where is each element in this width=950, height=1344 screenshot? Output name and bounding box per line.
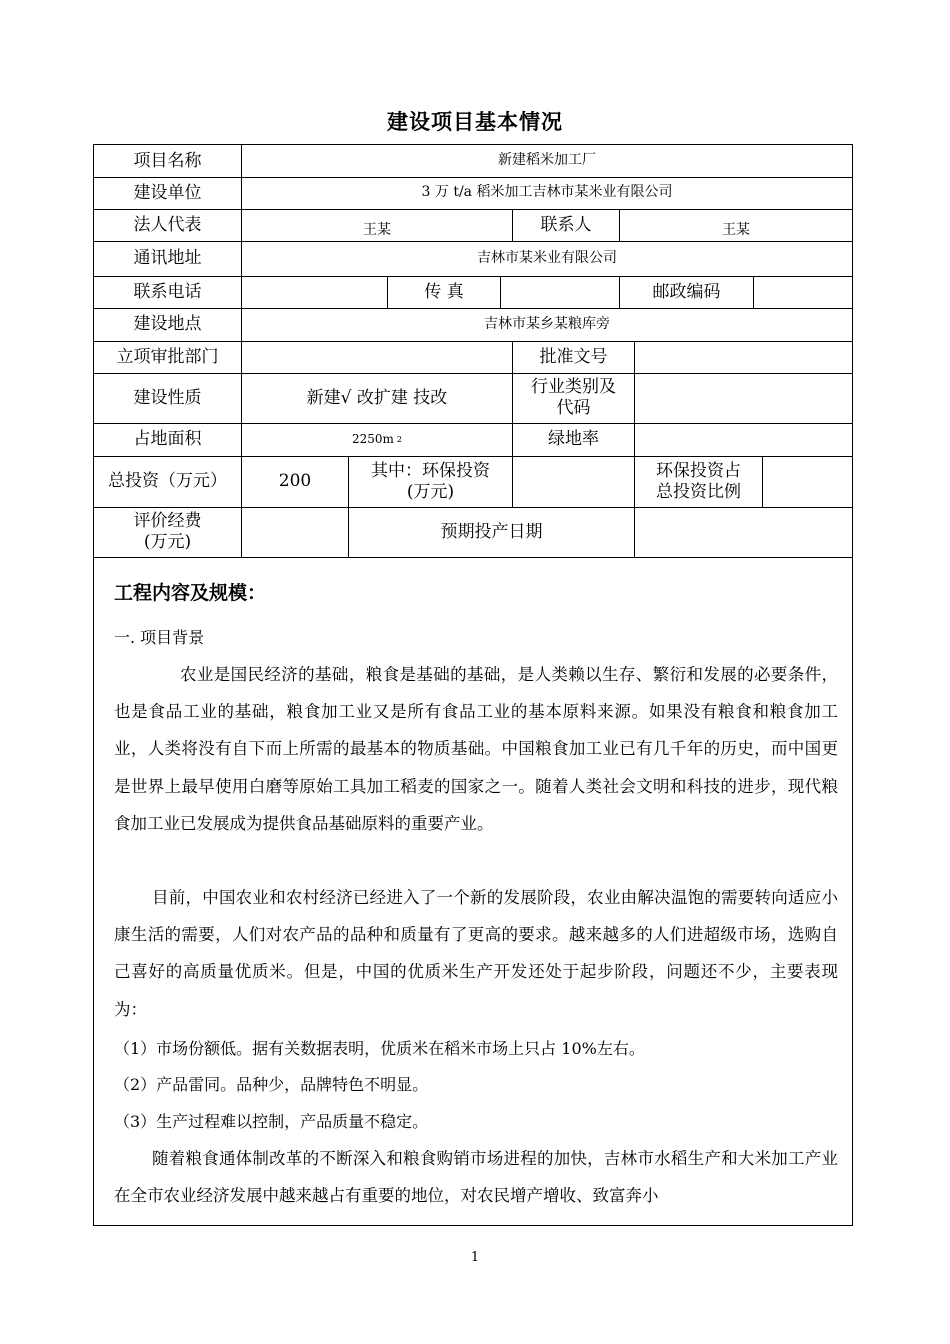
list-item: （3）生产过程难以控制，产品质量不稳定。 <box>114 1112 429 1131</box>
construction-unit-value: 3 万 t/a 稻米加工吉林市某米业有限公司 <box>421 184 673 201</box>
site-value: 吉林市某乡某粮库旁 <box>484 315 610 332</box>
list-item: （1）市场份额低。据有关数据表明，优质米在稻米市场上只占 10%左右。 <box>114 1039 645 1058</box>
address-value: 吉林市某米业有限公司 <box>477 249 617 266</box>
construction-nature-value: 新建√ 改扩建 技改 <box>306 387 448 408</box>
project-name-value: 新建稻米加工厂 <box>498 152 596 169</box>
postcode-label: 邮政编码 <box>652 281 721 302</box>
paragraph-3: 随着粮食通体制改革的不断深入和粮食购销市场进程的加快，吉林市水稻生产和大米加工产业在全市农业经济发展中越来越占有重要的地位，对农民增产增收、致富奔小 <box>114 1149 838 1206</box>
project-name-label: 项目名称 <box>133 150 202 171</box>
construction-nature-label: 建设性质 <box>133 387 202 408</box>
total-investment-value: 200 <box>278 471 312 492</box>
contact-person-value: 王某 <box>722 222 750 239</box>
env-investment-ratio-label: 环保投资占 总投资比例 <box>656 460 741 502</box>
legal-representative-label: 法人代表 <box>133 214 202 235</box>
site-label: 建设地点 <box>133 314 202 335</box>
fax-label: 传 真 <box>424 281 464 302</box>
address-label: 通讯地址 <box>133 248 202 269</box>
approval-department-label: 立项审批部门 <box>116 346 219 367</box>
approval-number-label: 批准文号 <box>539 346 608 367</box>
env-investment-label: 其中：环保投资 (万元) <box>371 460 490 502</box>
total-investment-label: 总投资（万元） <box>108 471 227 492</box>
paragraph-2: 目前，中国农业和农村经济已经进入了一个新的发展阶段，农业由解决温饱的需要转向适应小康生活的需要，人们对农产品的品种和质量有了更高的要求。越来越多的人们进超级市场，选购自己喜好的高质量优质米。但是，中国的优质米生产开发还处于起步阶段，问题还不少，主要表现为： <box>114 888 838 1019</box>
construction-unit-label: 建设单位 <box>133 182 202 203</box>
industry-category-label: 行业类别及 代码 <box>531 377 616 418</box>
contact-person-label: 联系人 <box>540 214 592 235</box>
land-area-value: 2250m 2 <box>351 432 402 447</box>
green-rate-label: 绿地率 <box>548 429 599 450</box>
subsection-title: 一. 项目背景 <box>114 628 205 647</box>
paragraph-1: 农业是国民经济的基础，粮食是基础的基础，是人类赖以生存、繁衍和发展的必要条件，也是食品工业的基础，粮食加工业又是所有食品工业的基本原料来源。如果没有粮食和粮食加工业，人类将没有自下而上所需的最基本的物质基础。中国粮食加工业已有几千年的历史，而中国更是世界上最早使用白磨等原始工具加工稻麦的国家之一。随着人类社会文明和科技的进步，现代粮食加工业已发展成为提供食品基础原料的重要产业。 <box>114 665 838 833</box>
page-title: 建设项目基本情况 <box>387 110 563 134</box>
list-item: （2）产品雷同。品种少，品牌特色不明显。 <box>114 1075 429 1094</box>
section-title: 工程内容及规模： <box>114 582 267 604</box>
page-number: 1 <box>470 1250 480 1265</box>
evaluation-fee-label: 评价经费 (万元) <box>133 511 202 552</box>
expected-production-date-label: 预期投产日期 <box>440 521 543 542</box>
legal-representative-value: 王某 <box>363 222 391 239</box>
land-area-label: 占地面积 <box>133 429 202 450</box>
phone-label: 联系电话 <box>133 281 202 302</box>
